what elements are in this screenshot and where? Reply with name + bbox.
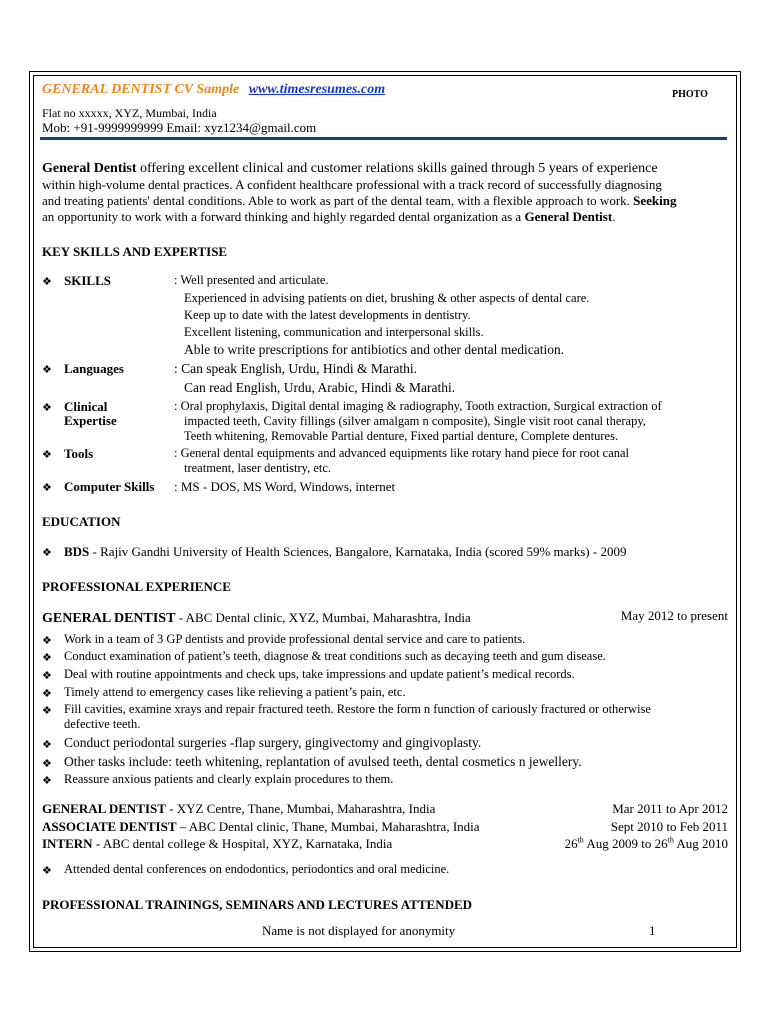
skill-item: Keep up to date with the latest developments in dentistry.	[184, 308, 471, 322]
bullet-icon: ❖	[42, 705, 52, 717]
date-part: Aug 2009 to 26	[583, 836, 668, 851]
clinical-item: impacted teeth, Cavity fillings (silver amalgam n composite), Single visit root canal therapy,	[184, 414, 646, 428]
date-part: Aug 2010	[673, 836, 728, 851]
languages-label: Languages	[64, 361, 124, 376]
clinical-item: Teeth whitening, Removable Partial denture, Fixed partial denture, Complete dentures.	[184, 429, 619, 443]
bullet-icon: ❖	[42, 775, 52, 787]
summary-line-3: and treating patients' dental conditions. Able to work as part of the dental team, with a flexible approach to work.	[42, 193, 634, 208]
bullet-icon: ❖	[42, 670, 52, 682]
date-suffix: th	[577, 835, 584, 845]
summary-line-2: within high-volume dental practices. A confident healthcare professional with a track record of successfully diagnosing	[42, 177, 662, 192]
job-4-dates	[565, 836, 728, 852]
date-part: 26	[564, 836, 578, 851]
conferences-item: Attended dental conferences on endodontics, periodontics and oral medicine.	[64, 862, 450, 876]
duty-item: Reassure anxious patients and clearly explain procedures to them.	[64, 772, 394, 786]
duty-item: Conduct examination of patient’s teeth, diagnose & treat conditions such as decaying teeth and gum disease.	[64, 649, 606, 663]
education-entry	[64, 544, 626, 560]
section-heading-education: EDUCATION	[42, 514, 121, 529]
tools-label: Tools	[64, 446, 94, 461]
bullet-icon: ❖	[42, 364, 52, 376]
duty-item: Deal with routine appointments and check ups, take impressions and update patient’s medical records.	[64, 667, 575, 681]
cv-title	[42, 82, 385, 98]
duty-item: Other tasks include: teeth whitening, replantation of avulsed teeth, dental cosmetics n jewellery.	[64, 754, 582, 769]
skill-item: Able to write prescriptions for antibiotics and other dental medication.	[184, 342, 565, 357]
duty-item: Timely attend to emergency cases like relieving a patient’s pain, etc.	[64, 685, 406, 699]
language-item: : Can speak English, Urdu, Hindi & Marathi.	[174, 361, 417, 376]
job-4-header	[42, 836, 392, 852]
job-title: ASSOCIATE DENTIST	[42, 819, 177, 834]
skill-item: Excellent listening, communication and interpersonal skills.	[184, 325, 484, 339]
summary-lead: General Dentist	[42, 161, 137, 176]
bullet-icon: ❖	[42, 739, 52, 751]
tools-item: : General dental equipments and advanced equipments like rotary hand piece for root canal	[174, 446, 630, 460]
summary-seeking: Seeking	[633, 193, 677, 208]
summary-period: .	[612, 209, 616, 224]
job-title: INTERN	[42, 836, 93, 851]
tools-item: treatment, laser dentistry, etc.	[184, 461, 332, 475]
bullet-icon: ❖	[42, 276, 52, 288]
skills-label: SKILLS	[64, 273, 111, 288]
footer-note: Name is not displayed for anonymity	[262, 923, 456, 938]
bullet-icon: ❖	[42, 688, 52, 700]
computer-skills-label: Computer Skills	[64, 479, 155, 494]
page-number: 1	[649, 923, 656, 938]
section-heading-experience: PROFESSIONAL EXPERIENCE	[42, 579, 231, 594]
job-3-header	[42, 819, 480, 835]
job-2-header	[42, 801, 435, 817]
skill-item: Experienced in advising patients on diet, brushing & other aspects of dental care.	[184, 291, 590, 305]
section-heading-skills: KEY SKILLS AND EXPERTISE	[42, 244, 228, 259]
bullet-icon: ❖	[42, 652, 52, 664]
expertise-label: Expertise	[64, 413, 117, 428]
job-org: – ABC Dental clinic, Thane, Mumbai, Maharashtra, India	[176, 819, 480, 834]
summary-paragraph	[42, 161, 732, 225]
bullet-icon: ❖	[42, 758, 52, 770]
duty-item: Fill cavities, examine xrays and repair fractured teeth. Restore the form n function of cariously fractured or otherwise	[64, 702, 651, 716]
computer-skills-item: : MS - DOS, MS Word, Windows, internet	[174, 479, 396, 494]
skill-item: : Well presented and articulate.	[174, 273, 329, 287]
clinical-label: Clinical	[64, 399, 108, 414]
photo-placeholder: PHOTO	[672, 89, 708, 100]
job-3-dates: Sept 2010 to Feb 2011	[610, 819, 728, 834]
website-link[interactable]: www.timesresumes.com	[248, 82, 386, 97]
cv-title-text: GENERAL DENTIST CV Sample	[42, 82, 240, 97]
clinical-item: : Oral prophylaxis, Digital dental imaging & radiography, Tooth extraction, Surgical extraction of	[174, 399, 662, 413]
summary-role: General Dentist	[524, 209, 613, 224]
education-detail: - Rajiv Gandhi University of Health Sciences, Bangalore, Karnataka, India (scored 59% marks) - 2009	[89, 544, 627, 559]
job-org: - ABC dental college & Hospital, XYZ, Karnataka, India	[92, 836, 393, 851]
address: Flat no xxxxx, XYZ, Mumbai, India	[42, 106, 217, 120]
duty-item: Work in a team of 3 GP dentists and provide professional dental service and care to patients.	[64, 632, 526, 646]
bullet-icon: ❖	[42, 402, 52, 414]
bullet-icon: ❖	[42, 865, 52, 877]
job-1-header	[42, 610, 471, 627]
degree: BDS	[64, 544, 90, 559]
bullet-icon: ❖	[42, 635, 52, 647]
duty-item: Conduct periodontal surgeries -flap surgery, gingivectomy and gingivoplasty.	[64, 735, 482, 750]
bullet-icon: ❖	[42, 482, 52, 494]
job-1-dates: May 2012 to present	[620, 608, 728, 623]
bullet-icon: ❖	[42, 547, 52, 559]
summary-line-1: offering excellent clinical and customer relations skills gained through 5 years of experience	[136, 161, 658, 176]
duty-item-continued: defective teeth.	[64, 717, 141, 731]
bullet-icon: ❖	[42, 449, 52, 461]
header-divider	[40, 137, 727, 140]
job-org: - XYZ Centre, Thane, Mumbai, Maharashtra, India	[165, 801, 436, 816]
job-org: - ABC Dental clinic, XYZ, Mumbai, Maharashtra, India	[175, 610, 471, 625]
summary-line-4: an opportunity to work with a forward thinking and highly regarded dental organization as a	[42, 209, 525, 224]
job-title: GENERAL DENTIST	[42, 611, 176, 626]
language-item: Can read English, Urdu, Arabic, Hindi & Marathi.	[184, 380, 456, 395]
date-suffix: th	[667, 835, 674, 845]
job-title: GENERAL DENTIST	[42, 801, 166, 816]
contact-info: Mob: +91-9999999999 Email: xyz1234@gmail.com	[42, 120, 317, 135]
job-2-dates: Mar 2011 to Apr 2012	[612, 801, 728, 816]
section-heading-trainings: PROFESSIONAL TRAININGS, SEMINARS AND LECTURES ATTENDED	[42, 897, 473, 912]
